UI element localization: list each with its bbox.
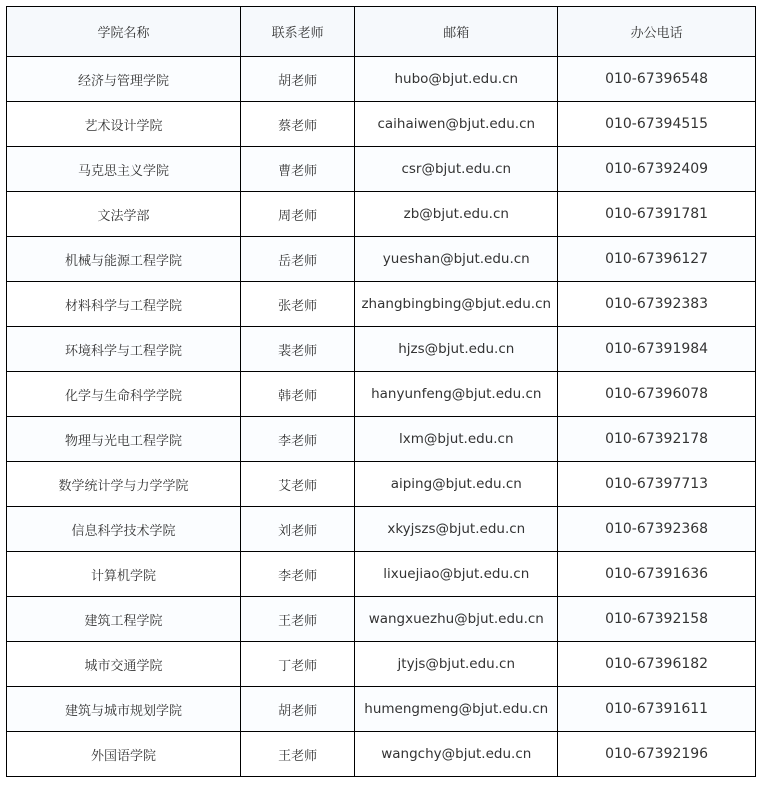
cell-college: 数学统计学与力学学院 [7, 462, 241, 507]
cell-phone: 010-67396078 [558, 372, 756, 417]
cell-phone: 010-67391984 [558, 327, 756, 372]
cell-teacher: 蔡老师 [240, 102, 354, 147]
cell-teacher: 艾老师 [240, 462, 354, 507]
table-row [7, 57, 756, 102]
table-row [7, 102, 756, 147]
cell-teacher: 曹老师 [240, 147, 354, 192]
cell-email: wangxuezhu@bjut.edu.cn [355, 597, 558, 642]
cell-teacher: 李老师 [240, 552, 354, 597]
cell-teacher: 王老师 [240, 597, 354, 642]
header-teacher: 联系老师 [240, 7, 354, 57]
contact-table [6, 6, 756, 777]
cell-college: 机械与能源工程学院 [7, 237, 241, 282]
cell-email: lixuejiao@bjut.edu.cn [355, 552, 558, 597]
cell-email: caihaiwen@bjut.edu.cn [355, 102, 558, 147]
cell-email: humengmeng@bjut.edu.cn [355, 687, 558, 732]
table-row [7, 192, 756, 237]
cell-phone: 010-67396548 [558, 57, 756, 102]
cell-email: aiping@bjut.edu.cn [355, 462, 558, 507]
cell-email: hanyunfeng@bjut.edu.cn [355, 372, 558, 417]
table-row [7, 372, 756, 417]
table-row [7, 462, 756, 507]
cell-email: lxm@bjut.edu.cn [355, 417, 558, 462]
header-college: 学院名称 [7, 7, 241, 57]
table-row [7, 642, 756, 687]
cell-email: hjzs@bjut.edu.cn [355, 327, 558, 372]
cell-email: hubo@bjut.edu.cn [355, 57, 558, 102]
table-body [7, 57, 756, 777]
table-row [7, 732, 756, 777]
cell-college: 建筑工程学院 [7, 597, 241, 642]
table-row [7, 417, 756, 462]
table-row [7, 597, 756, 642]
cell-email: csr@bjut.edu.cn [355, 147, 558, 192]
cell-email: zb@bjut.edu.cn [355, 192, 558, 237]
cell-college: 建筑与城市规划学院 [7, 687, 241, 732]
cell-phone: 010-67397713 [558, 462, 756, 507]
cell-phone: 010-67391781 [558, 192, 756, 237]
table-row [7, 507, 756, 552]
cell-teacher: 刘老师 [240, 507, 354, 552]
cell-email: zhangbingbing@bjut.edu.cn [355, 282, 558, 327]
cell-college: 艺术设计学院 [7, 102, 241, 147]
header-phone: 办公电话 [558, 7, 756, 57]
cell-phone: 010-67391611 [558, 687, 756, 732]
cell-phone: 010-67396182 [558, 642, 756, 687]
cell-teacher: 丁老师 [240, 642, 354, 687]
cell-phone: 010-67394515 [558, 102, 756, 147]
cell-teacher: 王老师 [240, 732, 354, 777]
cell-college: 信息科学技术学院 [7, 507, 241, 552]
cell-email: jtyjs@bjut.edu.cn [355, 642, 558, 687]
table-row [7, 552, 756, 597]
cell-phone: 010-67391636 [558, 552, 756, 597]
cell-phone: 010-67392196 [558, 732, 756, 777]
cell-phone: 010-67392383 [558, 282, 756, 327]
cell-college: 环境科学与工程学院 [7, 327, 241, 372]
cell-college: 马克思主义学院 [7, 147, 241, 192]
cell-teacher: 岳老师 [240, 237, 354, 282]
cell-teacher: 韩老师 [240, 372, 354, 417]
cell-teacher: 裴老师 [240, 327, 354, 372]
table-row [7, 282, 756, 327]
cell-teacher: 张老师 [240, 282, 354, 327]
cell-college: 外国语学院 [7, 732, 241, 777]
table-row [7, 687, 756, 732]
table-header-row [7, 7, 756, 57]
cell-phone: 010-67392158 [558, 597, 756, 642]
cell-phone: 010-67396127 [558, 237, 756, 282]
cell-college: 计算机学院 [7, 552, 241, 597]
cell-email: xkyjszs@bjut.edu.cn [355, 507, 558, 552]
cell-phone: 010-67392368 [558, 507, 756, 552]
cell-college: 文法学部 [7, 192, 241, 237]
cell-college: 物理与光电工程学院 [7, 417, 241, 462]
table-row [7, 147, 756, 192]
cell-teacher: 胡老师 [240, 687, 354, 732]
cell-college: 经济与管理学院 [7, 57, 241, 102]
cell-phone: 010-67392178 [558, 417, 756, 462]
cell-college: 材料科学与工程学院 [7, 282, 241, 327]
cell-email: yueshan@bjut.edu.cn [355, 237, 558, 282]
cell-teacher: 李老师 [240, 417, 354, 462]
cell-teacher: 周老师 [240, 192, 354, 237]
header-email: 邮箱 [355, 7, 558, 57]
cell-teacher: 胡老师 [240, 57, 354, 102]
cell-college: 化学与生命科学学院 [7, 372, 241, 417]
table-row [7, 327, 756, 372]
cell-email: wangchy@bjut.edu.cn [355, 732, 558, 777]
cell-phone: 010-67392409 [558, 147, 756, 192]
cell-college: 城市交通学院 [7, 642, 241, 687]
table-row [7, 237, 756, 282]
